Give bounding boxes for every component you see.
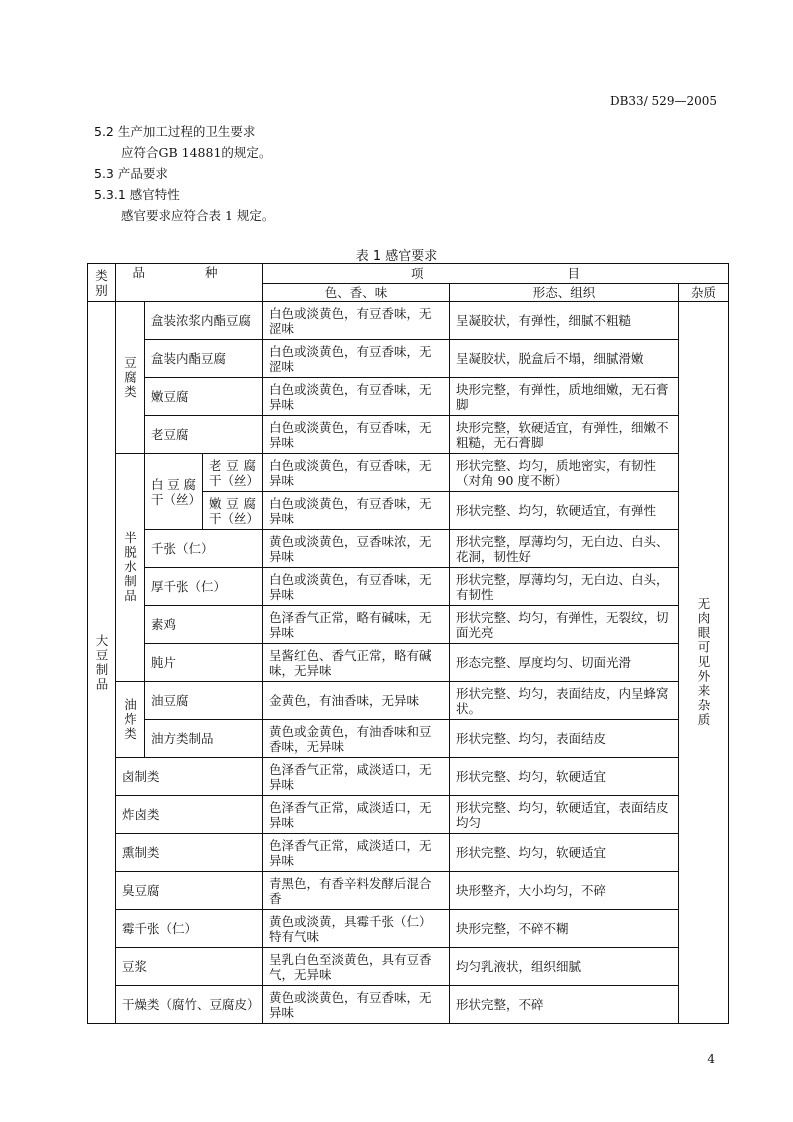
product-name: 盒装内酯豆腐 bbox=[145, 340, 263, 378]
product-color: 黄色或淡黄，具霉千张（仁）特有气味 bbox=[263, 910, 450, 948]
product-name: 老豆腐 bbox=[145, 416, 263, 454]
product-form: 形状完整、均匀，表面结皮，内呈蜂窝状。 bbox=[450, 682, 679, 720]
group-fried-label: 油炸类 bbox=[116, 682, 145, 758]
product-form: 块形整齐，大小均匀，不碎 bbox=[450, 872, 679, 910]
product-color: 色泽香气正常，咸淡适口，无异味 bbox=[263, 758, 450, 796]
product-form: 形状完整、均匀，软硬适宜，表面结皮均匀 bbox=[450, 796, 679, 834]
product-form: 形状完整、均匀，有弹性，无裂纹，切面光亮 bbox=[450, 606, 679, 644]
product-form: 形状完整，厚薄均匀，无白边、白头，有韧性 bbox=[450, 568, 679, 606]
product-color: 青黑色，有香辛料发酵后混合香 bbox=[263, 872, 450, 910]
section-5-2-text: 应符合GB 14881的规定。 bbox=[121, 145, 272, 160]
product-form: 块形完整，软硬适宜，有弹性，细嫩不粗糙，无石膏脚 bbox=[450, 416, 679, 454]
product-form: 形态完整、厚度均匀、切面光滑 bbox=[450, 644, 679, 682]
section-5-2-title: 5.2 生产加工过程的卫生要求 bbox=[94, 124, 256, 139]
product-form: 形状完整、均匀，软硬适宜 bbox=[450, 758, 679, 796]
product-form: 均匀乳液状，组织细腻 bbox=[450, 948, 679, 986]
product-color: 呈酱红色、香气正常，略有碱味，无异味 bbox=[263, 644, 450, 682]
product-color: 白色或淡黄色，有豆香味，无异味 bbox=[263, 378, 450, 416]
product-form: 块形完整，不碎不糊 bbox=[450, 910, 679, 948]
product-name: 油方类制品 bbox=[145, 720, 263, 758]
product-color: 色泽香气正常，咸淡适口，无异味 bbox=[263, 796, 450, 834]
product-color: 金黄色，有油香味，无异味 bbox=[263, 682, 450, 720]
product-color: 呈乳白色至淡黄色，具有豆香气，无异味 bbox=[263, 948, 450, 986]
product-color: 白色或淡黄色，有豆香味，无异味 bbox=[263, 416, 450, 454]
product-name: 素鸡 bbox=[145, 606, 263, 644]
main-category-label: 大豆制品 bbox=[88, 302, 116, 1024]
product-name: 炸卤类 bbox=[116, 796, 263, 834]
product-form: 形状完整、均匀，软硬适宜，有弹性 bbox=[450, 492, 679, 530]
product-color: 白色或淡黄色，有豆香味，无异味 bbox=[263, 568, 450, 606]
product-color: 黄色或金黄色，有油香味和豆香味，无异味 bbox=[263, 720, 450, 758]
product-color: 黄色或淡黄色，豆香味浓，无异味 bbox=[263, 530, 450, 568]
doc-number: DB33/ 529—2005 bbox=[609, 94, 717, 108]
product-color: 白色或淡黄色，有豆香味，无涩味 bbox=[263, 340, 450, 378]
section-5-3-title: 5.3 产品要求 bbox=[94, 166, 168, 181]
product-color: 黄色或淡黄色，有豆香味，无异味 bbox=[263, 986, 450, 1024]
impurity-value: 无肉眼可见外来杂质 bbox=[679, 302, 729, 1024]
header-form: 形态、组织 bbox=[450, 284, 679, 302]
group-tofu-label: 豆腐类 bbox=[116, 302, 145, 454]
product-name: 千张（仁） bbox=[145, 530, 263, 568]
product-form: 形状完整、均匀，表面结皮 bbox=[450, 720, 679, 758]
sensory-requirements-table bbox=[87, 263, 729, 1024]
product-name: 干燥类（腐竹、豆腐皮） bbox=[116, 986, 263, 1024]
product-color: 白色或淡黄色，有豆香味，无涩味 bbox=[263, 302, 450, 340]
product-name: 霉千张（仁） bbox=[116, 910, 263, 948]
product-name: 肫片 bbox=[145, 644, 263, 682]
product-name: 嫩豆腐干（丝） bbox=[203, 492, 263, 530]
product-name: 臭豆腐 bbox=[116, 872, 263, 910]
header-variety: 品 种 bbox=[116, 264, 263, 302]
page-number: 4 bbox=[707, 1052, 715, 1066]
product-name: 厚千张（仁） bbox=[145, 568, 263, 606]
header-impurity: 杂质 bbox=[679, 284, 729, 302]
product-form: 形状完整、均匀，质地密实，有韧性（对角 90 度不断） bbox=[450, 454, 679, 492]
subgroup-white-dried-label: 白豆腐干（丝） bbox=[145, 454, 203, 530]
product-name: 盒装浓浆内酯豆腐 bbox=[145, 302, 263, 340]
product-name: 豆浆 bbox=[116, 948, 263, 986]
group-semi-dry-label: 半脱水制品 bbox=[116, 454, 145, 682]
table-title: 表 1 感官要求 bbox=[355, 249, 438, 264]
product-color: 色泽香气正常，咸淡适口，无异味 bbox=[263, 834, 450, 872]
product-form: 块形完整，有弹性，质地细嫩，无石膏脚 bbox=[450, 378, 679, 416]
product-form: 形状完整、均匀，软硬适宜 bbox=[450, 834, 679, 872]
product-name: 熏制类 bbox=[116, 834, 263, 872]
product-color: 色泽香气正常，略有碱味，无异味 bbox=[263, 606, 450, 644]
product-name: 嫩豆腐 bbox=[145, 378, 263, 416]
product-color: 白色或淡黄色，有豆香味，无异味 bbox=[263, 454, 450, 492]
product-form: 呈凝胶状，有弹性，细腻不粗糙 bbox=[450, 302, 679, 340]
product-name: 油豆腐 bbox=[145, 682, 263, 720]
section-5-3-1-title: 5.3.1 感官特性 bbox=[94, 187, 180, 202]
product-color: 白色或淡黄色，有豆香味，无异味 bbox=[263, 492, 450, 530]
product-form: 形状完整，厚薄均匀，无白边、白头、花洞，韧性好 bbox=[450, 530, 679, 568]
product-name: 卤制类 bbox=[116, 758, 263, 796]
header-item: 项 目 bbox=[263, 264, 729, 284]
product-name: 老豆腐干（丝） bbox=[203, 454, 263, 492]
header-category: 类别 bbox=[88, 264, 116, 302]
header-color: 色、香、味 bbox=[263, 284, 450, 302]
product-form: 呈凝胶状，脱盒后不塌，细腻滑嫩 bbox=[450, 340, 679, 378]
product-form: 形状完整，不碎 bbox=[450, 986, 679, 1024]
section-5-3-1-text: 感官要求应符合表 1 规定。 bbox=[121, 208, 275, 223]
